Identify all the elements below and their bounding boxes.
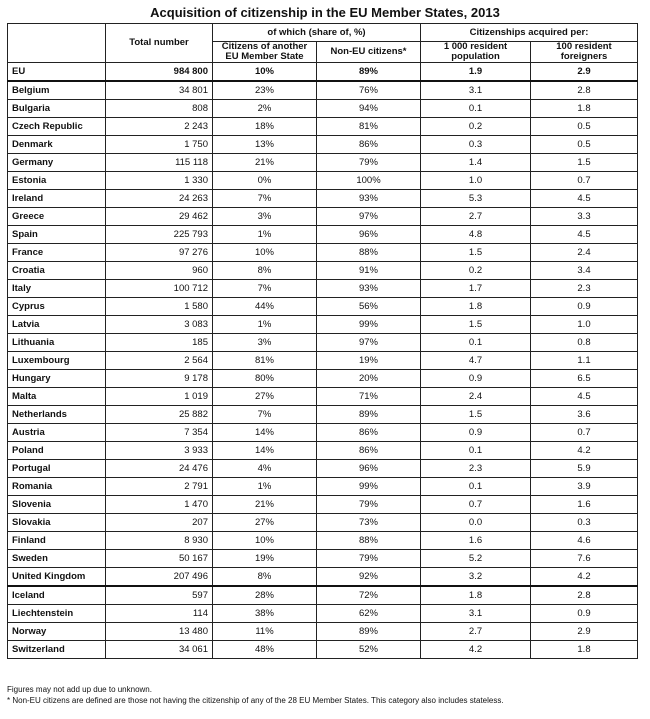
share-noneu-cell: 20% xyxy=(317,370,421,388)
country-cell: EU xyxy=(8,63,106,82)
table-row xyxy=(8,370,638,388)
country-cell: France xyxy=(8,244,106,262)
country-cell: Sweden xyxy=(8,550,106,568)
total-cell: 1 750 xyxy=(106,136,213,154)
rate-pop-cell: 0.1 xyxy=(421,442,531,460)
total-cell: 8 930 xyxy=(106,532,213,550)
total-cell: 2 564 xyxy=(106,352,213,370)
share-noneu-cell: 19% xyxy=(317,352,421,370)
rate-pop-cell: 0.3 xyxy=(421,136,531,154)
table-row xyxy=(8,388,638,406)
rate-foreign-cell: 5.9 xyxy=(531,460,638,478)
share-noneu-cell: 99% xyxy=(317,316,421,334)
rate-pop-cell: 1.7 xyxy=(421,280,531,298)
total-cell: 207 xyxy=(106,514,213,532)
country-cell: Lithuania xyxy=(8,334,106,352)
country-cell: Poland xyxy=(8,442,106,460)
share-eu-cell: 10% xyxy=(213,63,317,82)
share-noneu-cell: 94% xyxy=(317,100,421,118)
share-eu-cell: 28% xyxy=(213,586,317,605)
header-rate-pop: 1 000 resident population xyxy=(421,42,531,63)
share-noneu-cell: 97% xyxy=(317,208,421,226)
share-eu-cell: 0% xyxy=(213,172,317,190)
header-rate-group: Citizenships acquired per: xyxy=(421,24,638,42)
country-cell: Czech Republic xyxy=(8,118,106,136)
table-row xyxy=(8,63,638,82)
rate-pop-cell: 2.7 xyxy=(421,623,531,641)
share-eu-cell: 8% xyxy=(213,262,317,280)
rate-foreign-cell: 1.8 xyxy=(531,100,638,118)
country-cell: Ireland xyxy=(8,190,106,208)
share-noneu-cell: 99% xyxy=(317,478,421,496)
total-cell: 3 933 xyxy=(106,442,213,460)
share-eu-cell: 14% xyxy=(213,442,317,460)
rate-foreign-cell: 0.9 xyxy=(531,298,638,316)
share-eu-cell: 44% xyxy=(213,298,317,316)
rate-foreign-cell: 7.6 xyxy=(531,550,638,568)
country-cell: Germany xyxy=(8,154,106,172)
rate-foreign-cell: 1.5 xyxy=(531,154,638,172)
share-eu-cell: 14% xyxy=(213,424,317,442)
share-noneu-cell: 76% xyxy=(317,81,421,100)
rate-foreign-cell: 1.8 xyxy=(531,641,638,659)
table-row xyxy=(8,100,638,118)
table-row xyxy=(8,496,638,514)
country-cell: Cyprus xyxy=(8,298,106,316)
total-cell: 1 580 xyxy=(106,298,213,316)
share-eu-cell: 1% xyxy=(213,226,317,244)
rate-foreign-cell: 4.5 xyxy=(531,190,638,208)
rate-pop-cell: 0.9 xyxy=(421,424,531,442)
rate-foreign-cell: 0.9 xyxy=(531,605,638,623)
total-cell: 207 496 xyxy=(106,568,213,587)
rate-pop-cell: 3.1 xyxy=(421,81,531,100)
share-eu-cell: 8% xyxy=(213,568,317,587)
rate-pop-cell: 3.1 xyxy=(421,605,531,623)
table-row xyxy=(8,280,638,298)
rate-pop-cell: 1.4 xyxy=(421,154,531,172)
rate-foreign-cell: 1.1 xyxy=(531,352,638,370)
rate-foreign-cell: 3.4 xyxy=(531,262,638,280)
share-eu-cell: 2% xyxy=(213,100,317,118)
table-row xyxy=(8,623,638,641)
total-cell: 97 276 xyxy=(106,244,213,262)
share-noneu-cell: 81% xyxy=(317,118,421,136)
rate-pop-cell: 0.2 xyxy=(421,118,531,136)
table-row xyxy=(8,550,638,568)
country-cell: Italy xyxy=(8,280,106,298)
share-eu-cell: 13% xyxy=(213,136,317,154)
rate-foreign-cell: 4.5 xyxy=(531,226,638,244)
total-cell: 185 xyxy=(106,334,213,352)
country-cell: Norway xyxy=(8,623,106,641)
total-cell: 50 167 xyxy=(106,550,213,568)
share-noneu-cell: 92% xyxy=(317,568,421,587)
share-eu-cell: 81% xyxy=(213,352,317,370)
total-cell: 597 xyxy=(106,586,213,605)
rate-foreign-cell: 2.9 xyxy=(531,623,638,641)
rate-pop-cell: 5.2 xyxy=(421,550,531,568)
share-eu-cell: 7% xyxy=(213,280,317,298)
total-cell: 34 061 xyxy=(106,641,213,659)
header-rate-foreign: 100 resident foreigners xyxy=(531,42,638,63)
share-noneu-cell: 72% xyxy=(317,586,421,605)
table-row xyxy=(8,641,638,659)
total-cell: 1 470 xyxy=(106,496,213,514)
share-eu-cell: 21% xyxy=(213,154,317,172)
rate-pop-cell: 2.4 xyxy=(421,388,531,406)
rate-pop-cell: 0.1 xyxy=(421,334,531,352)
share-noneu-cell: 79% xyxy=(317,154,421,172)
total-cell: 960 xyxy=(106,262,213,280)
total-cell: 808 xyxy=(106,100,213,118)
country-cell: Belgium xyxy=(8,81,106,100)
share-eu-cell: 3% xyxy=(213,208,317,226)
total-cell: 2 791 xyxy=(106,478,213,496)
share-eu-cell: 11% xyxy=(213,623,317,641)
footnotes xyxy=(7,684,647,706)
total-cell: 1 330 xyxy=(106,172,213,190)
rate-pop-cell: 1.5 xyxy=(421,406,531,424)
share-noneu-cell: 96% xyxy=(317,460,421,478)
total-cell: 13 480 xyxy=(106,623,213,641)
table-row xyxy=(8,244,638,262)
share-noneu-cell: 88% xyxy=(317,244,421,262)
share-eu-cell: 27% xyxy=(213,388,317,406)
share-noneu-cell: 89% xyxy=(317,623,421,641)
total-cell: 24 476 xyxy=(106,460,213,478)
rate-foreign-cell: 3.9 xyxy=(531,478,638,496)
table-row xyxy=(8,442,638,460)
header-share-eu: Citizens of another EU Member State xyxy=(213,42,317,63)
table-row xyxy=(8,81,638,100)
footnote-non-eu: * Non-EU citizens are defined are those not having the citizenship of any of the 28 EU Member States. This category also includes stateless. xyxy=(7,696,504,705)
rate-pop-cell: 5.3 xyxy=(421,190,531,208)
country-cell: Latvia xyxy=(8,316,106,334)
total-cell: 34 801 xyxy=(106,81,213,100)
total-cell: 24 263 xyxy=(106,190,213,208)
share-noneu-cell: 73% xyxy=(317,514,421,532)
rate-foreign-cell: 0.5 xyxy=(531,118,638,136)
table-row xyxy=(8,172,638,190)
country-cell: Finland xyxy=(8,532,106,550)
rate-pop-cell: 1.8 xyxy=(421,586,531,605)
share-noneu-cell: 97% xyxy=(317,334,421,352)
country-cell: Estonia xyxy=(8,172,106,190)
rate-pop-cell: 0.1 xyxy=(421,100,531,118)
table-row xyxy=(8,298,638,316)
rate-foreign-cell: 4.6 xyxy=(531,532,638,550)
country-cell: Netherlands xyxy=(8,406,106,424)
country-cell: Luxembourg xyxy=(8,352,106,370)
table-row xyxy=(8,532,638,550)
total-cell: 7 354 xyxy=(106,424,213,442)
share-eu-cell: 21% xyxy=(213,496,317,514)
header-total: Total number xyxy=(106,24,213,63)
rate-pop-cell: 1.6 xyxy=(421,532,531,550)
share-eu-cell: 10% xyxy=(213,244,317,262)
share-noneu-cell: 79% xyxy=(317,496,421,514)
total-cell: 2 243 xyxy=(106,118,213,136)
share-eu-cell: 48% xyxy=(213,641,317,659)
table-row xyxy=(8,352,638,370)
share-eu-cell: 1% xyxy=(213,316,317,334)
rate-pop-cell: 4.7 xyxy=(421,352,531,370)
country-cell: Slovakia xyxy=(8,514,106,532)
country-cell: Iceland xyxy=(8,586,106,605)
share-noneu-cell: 93% xyxy=(317,280,421,298)
rate-foreign-cell: 0.7 xyxy=(531,172,638,190)
rate-pop-cell: 2.3 xyxy=(421,460,531,478)
total-cell: 225 793 xyxy=(106,226,213,244)
table-row xyxy=(8,568,638,587)
share-noneu-cell: 89% xyxy=(317,63,421,82)
country-cell: Hungary xyxy=(8,370,106,388)
country-cell: Austria xyxy=(8,424,106,442)
rate-pop-cell: 0.0 xyxy=(421,514,531,532)
rate-pop-cell: 0.2 xyxy=(421,262,531,280)
share-noneu-cell: 96% xyxy=(317,226,421,244)
share-eu-cell: 3% xyxy=(213,334,317,352)
total-cell: 25 882 xyxy=(106,406,213,424)
share-noneu-cell: 86% xyxy=(317,424,421,442)
total-cell: 9 178 xyxy=(106,370,213,388)
rate-foreign-cell: 0.7 xyxy=(531,424,638,442)
rate-foreign-cell: 4.2 xyxy=(531,442,638,460)
total-cell: 29 462 xyxy=(106,208,213,226)
share-noneu-cell: 93% xyxy=(317,190,421,208)
header-share-noneu: Non-EU citizens* xyxy=(317,42,421,63)
table-row xyxy=(8,154,638,172)
country-cell: Spain xyxy=(8,226,106,244)
rate-pop-cell: 0.7 xyxy=(421,496,531,514)
country-cell: Bulgaria xyxy=(8,100,106,118)
rate-pop-cell: 2.7 xyxy=(421,208,531,226)
table-row xyxy=(8,262,638,280)
share-noneu-cell: 100% xyxy=(317,172,421,190)
country-cell: Slovenia xyxy=(8,496,106,514)
share-eu-cell: 19% xyxy=(213,550,317,568)
rate-foreign-cell: 4.5 xyxy=(531,388,638,406)
total-cell: 114 xyxy=(106,605,213,623)
rate-foreign-cell: 2.8 xyxy=(531,586,638,605)
rate-pop-cell: 4.8 xyxy=(421,226,531,244)
rate-foreign-cell: 1.0 xyxy=(531,316,638,334)
share-noneu-cell: 52% xyxy=(317,641,421,659)
country-cell: Croatia xyxy=(8,262,106,280)
share-eu-cell: 7% xyxy=(213,406,317,424)
rate-pop-cell: 0.1 xyxy=(421,478,531,496)
table-body xyxy=(8,63,638,659)
table-row xyxy=(8,605,638,623)
table-row xyxy=(8,424,638,442)
header-country xyxy=(8,24,106,63)
country-cell: Malta xyxy=(8,388,106,406)
table-row xyxy=(8,118,638,136)
share-eu-cell: 23% xyxy=(213,81,317,100)
share-eu-cell: 7% xyxy=(213,190,317,208)
share-noneu-cell: 88% xyxy=(317,532,421,550)
share-eu-cell: 10% xyxy=(213,532,317,550)
table-row xyxy=(8,208,638,226)
country-cell: United Kingdom xyxy=(8,568,106,587)
header-share-group: of which (share of, %) xyxy=(213,24,421,42)
rate-foreign-cell: 2.9 xyxy=(531,63,638,82)
country-cell: Greece xyxy=(8,208,106,226)
table-row xyxy=(8,136,638,154)
country-cell: Romania xyxy=(8,478,106,496)
rate-foreign-cell: 0.3 xyxy=(531,514,638,532)
country-cell: Liechtenstein xyxy=(8,605,106,623)
rate-foreign-cell: 3.3 xyxy=(531,208,638,226)
rate-pop-cell: 1.9 xyxy=(421,63,531,82)
rate-pop-cell: 4.2 xyxy=(421,641,531,659)
share-noneu-cell: 56% xyxy=(317,298,421,316)
total-cell: 984 800 xyxy=(106,63,213,82)
share-eu-cell: 18% xyxy=(213,118,317,136)
table-row xyxy=(8,406,638,424)
share-noneu-cell: 62% xyxy=(317,605,421,623)
table-row xyxy=(8,586,638,605)
rate-foreign-cell: 0.8 xyxy=(531,334,638,352)
share-noneu-cell: 89% xyxy=(317,406,421,424)
rate-foreign-cell: 4.2 xyxy=(531,568,638,587)
share-noneu-cell: 86% xyxy=(317,136,421,154)
share-eu-cell: 4% xyxy=(213,460,317,478)
share-noneu-cell: 71% xyxy=(317,388,421,406)
total-cell: 115 118 xyxy=(106,154,213,172)
total-cell: 3 083 xyxy=(106,316,213,334)
share-eu-cell: 80% xyxy=(213,370,317,388)
share-eu-cell: 1% xyxy=(213,478,317,496)
header-row-top xyxy=(8,24,638,42)
footnote-unknown: Figures may not add up due to unknown. xyxy=(7,685,152,694)
table-row xyxy=(8,226,638,244)
table-row xyxy=(8,334,638,352)
rate-pop-cell: 3.2 xyxy=(421,568,531,587)
rate-pop-cell: 0.9 xyxy=(421,370,531,388)
table-row xyxy=(8,190,638,208)
rate-foreign-cell: 2.3 xyxy=(531,280,638,298)
share-eu-cell: 38% xyxy=(213,605,317,623)
rate-foreign-cell: 6.5 xyxy=(531,370,638,388)
country-cell: Denmark xyxy=(8,136,106,154)
country-cell: Switzerland xyxy=(8,641,106,659)
country-cell: Portugal xyxy=(8,460,106,478)
rate-foreign-cell: 2.4 xyxy=(531,244,638,262)
share-noneu-cell: 79% xyxy=(317,550,421,568)
table-title: Acquisition of citizenship in the EU Member States, 2013 xyxy=(150,5,500,20)
rate-foreign-cell: 1.6 xyxy=(531,496,638,514)
rate-pop-cell: 1.8 xyxy=(421,298,531,316)
table-row xyxy=(8,316,638,334)
table-row xyxy=(8,514,638,532)
rate-foreign-cell: 0.5 xyxy=(531,136,638,154)
rate-foreign-cell: 2.8 xyxy=(531,81,638,100)
rate-pop-cell: 1.0 xyxy=(421,172,531,190)
citizenship-table xyxy=(7,23,638,659)
rate-pop-cell: 1.5 xyxy=(421,316,531,334)
share-eu-cell: 27% xyxy=(213,514,317,532)
rate-foreign-cell: 3.6 xyxy=(531,406,638,424)
share-noneu-cell: 91% xyxy=(317,262,421,280)
total-cell: 100 712 xyxy=(106,280,213,298)
total-cell: 1 019 xyxy=(106,388,213,406)
rate-pop-cell: 1.5 xyxy=(421,244,531,262)
share-noneu-cell: 86% xyxy=(317,442,421,460)
table-row xyxy=(8,478,638,496)
table-row xyxy=(8,460,638,478)
